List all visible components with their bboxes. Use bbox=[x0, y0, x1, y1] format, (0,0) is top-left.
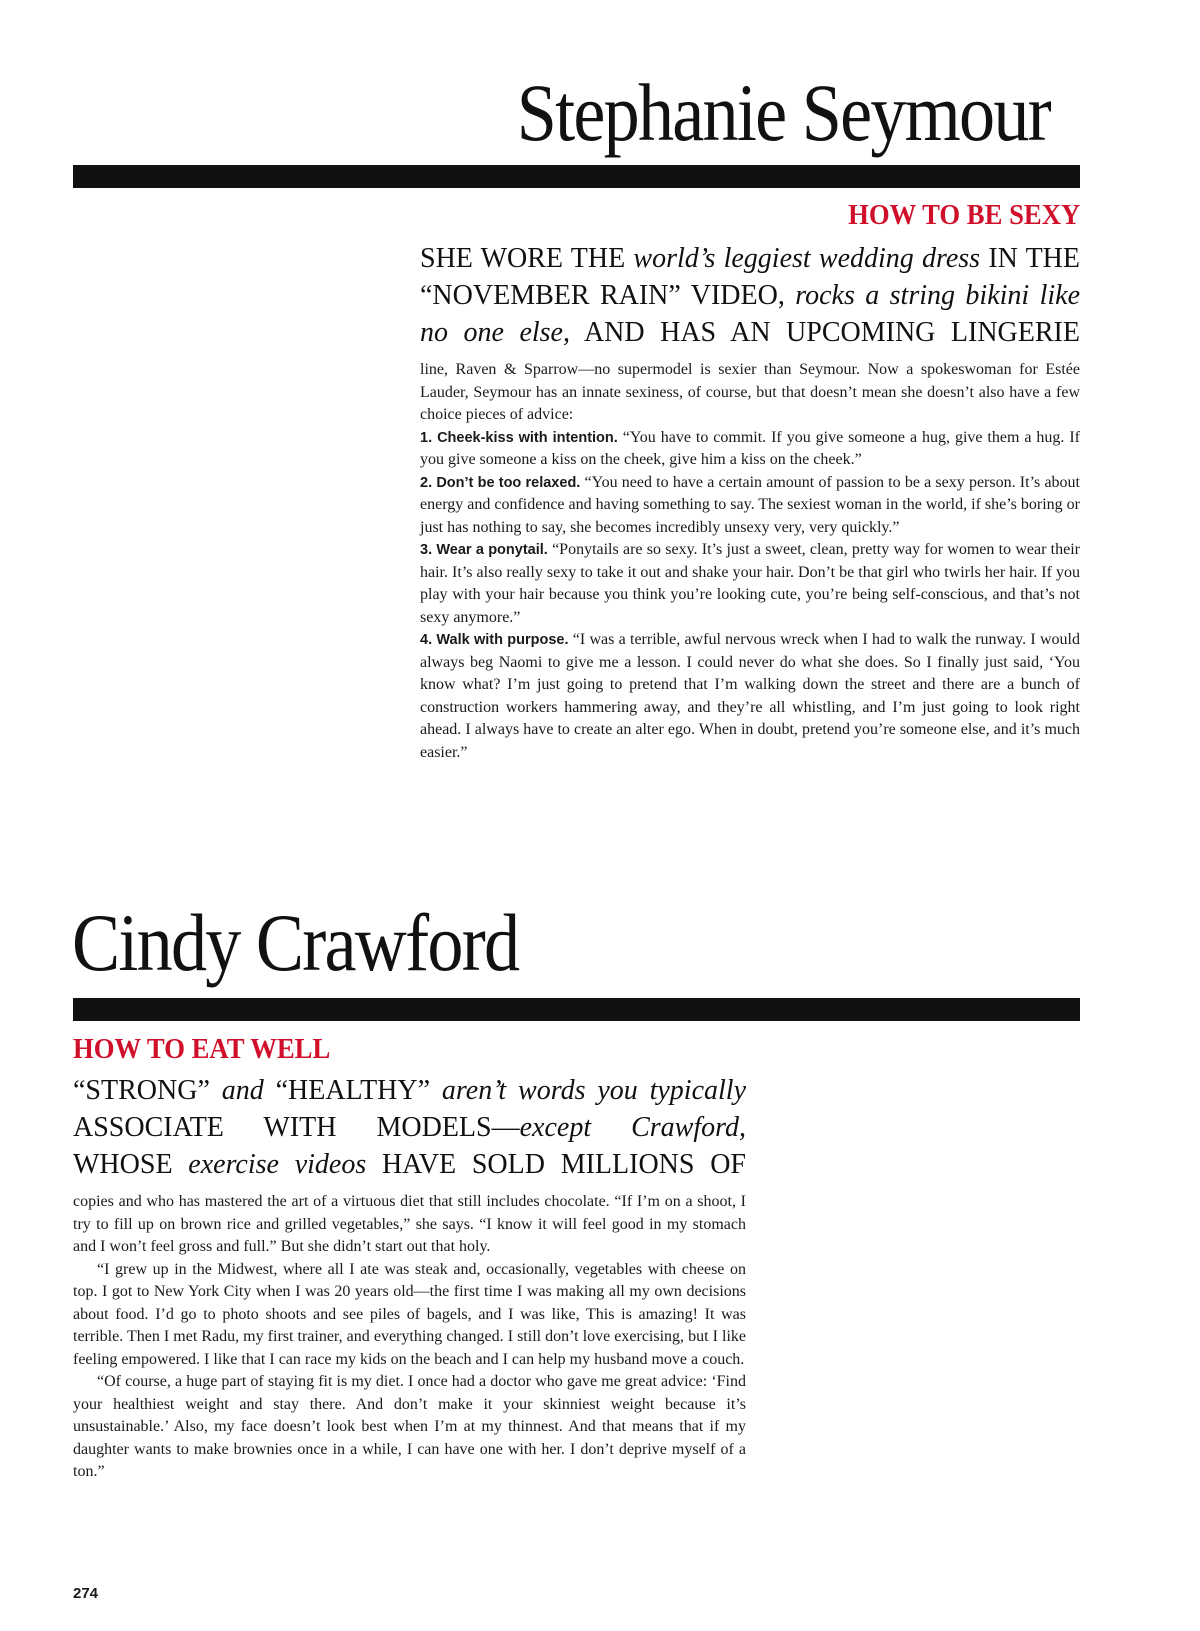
dek-segment: SHE WORE THE bbox=[420, 243, 634, 274]
dek-segment: “STRONG” bbox=[73, 1075, 222, 1106]
seymour-dek bbox=[420, 240, 1080, 351]
dek-segment: except Crawford, bbox=[519, 1112, 746, 1143]
dek-segment: HAVE SOLD MILLIONS OF bbox=[366, 1149, 746, 1180]
seymour-headline: Stephanie Seymour bbox=[516, 67, 1050, 158]
dek-segment: and bbox=[221, 1075, 264, 1106]
seymour-rule bbox=[73, 165, 1080, 188]
crawford-headline: Cindy Crawford bbox=[72, 897, 519, 988]
seymour-body bbox=[420, 359, 1080, 764]
tip-label: 4. Walk with purpose. bbox=[420, 632, 569, 648]
dek-segment: rocks a string bikini like no one else, bbox=[420, 280, 1081, 348]
tip-text: “You need to have a certain amount of passion to be a sexy person. It’s about energy and confidence and having something to say. The sexiest woman in the world, if she’s boring or just has nothing to say, she becomes incredibly unsexy very, very quickly.” bbox=[420, 473, 1080, 536]
crawford-paragraph: “Of course, a huge part of staying fit is my diet. I once had a doctor who gave me great advice: ‘Find your healthiest weight and stay there. And don’t make it your skinniest weight because it’s unsustainable.’ Also, my face doesn’t look best when I’m at my thinnest. And that means that if my daughter wants to make brownies once in a while, I can have one with her. I don’t deprive myself of a ton.” bbox=[73, 1373, 746, 1480]
seymour-tip bbox=[420, 539, 1080, 629]
crawford-paragraph: copies and who has mastered the art of a virtuous diet that still includes chocolate. “If I’m on a shoot, I try to fill up on brown rice and grilled vegetables,” she says. “I know it will feel good in my stomach and I won’t feel gross and full.” But she didn’t start out that holy. bbox=[73, 1193, 746, 1255]
seymour-tip bbox=[420, 629, 1080, 764]
crawford-body bbox=[73, 1191, 746, 1484]
crawford-dek bbox=[73, 1072, 746, 1183]
crawford-kicker: HOW TO EAT WELL bbox=[73, 1033, 331, 1065]
tip-text: “I was a terrible, awful nervous wreck when I had to walk the runway. I would always beg Naomi to give me a lesson. I could never do what she does. So I finally just said, ‘You know what? I’m just going to pretend that I’m walking down the street and there are a bunch of construction workers hammering away, and they’re all whistling, and I’m just going to look right ahead. I always have to create an alter ego. When in doubt, pretend you’re someone else, and it’s much easier.” bbox=[420, 631, 1080, 761]
tip-text: “You have to commit. If you give someone a hug, give them a hug. If you give someone a kiss on the cheek, give him a kiss on the cheek.” bbox=[420, 428, 1081, 468]
dek-segment: IN THE “NOVEMBER RAIN” VIDEO, bbox=[420, 243, 1081, 311]
dek-segment: AND HAS AN UPCOMING LINGERIE bbox=[569, 317, 1080, 348]
dek-segment: WHOSE bbox=[73, 1149, 189, 1180]
dek-segment: aren’t words you typically bbox=[441, 1075, 746, 1106]
seymour-tip bbox=[420, 427, 1080, 472]
tip-text: “Ponytails are so sexy. It’s just a sweet, clean, pretty way for women to wear their hair. It’s also really sexy to take it out and shake your hair. Don’t be that girl who twirls her hair. If you play with your hair because you think you’re looking cute, you’re being self-conscious, and that’s not sexy anymore.” bbox=[420, 541, 1080, 626]
seymour-intro: line, Raven & Sparrow—no supermodel is sexier than Seymour. Now a spokeswoman for Estée Lauder, Seymour has an innate sexiness, of course, but that doesn’t mean she doesn’t also have a few choice pieces of advice: bbox=[420, 361, 1080, 423]
tip-label: 3. Wear a ponytail. bbox=[420, 542, 548, 558]
tip-label: 2. Don’t be too relaxed. bbox=[420, 474, 581, 491]
dek-segment: ASSOCIATE WITH MODELS— bbox=[73, 1112, 520, 1143]
page-number: 274 bbox=[73, 1585, 99, 1602]
dek-segment: exercise videos bbox=[188, 1149, 367, 1180]
crawford-paragraph: “I grew up in the Midwest, where all I ate was steak and, occasionally, vegetables with cheese on top. I got to New York City when I was 20 years old—the first time I was making all my own decisions about food. I’d go to photo shoots and see piles of bagels, and I was like, This is amazing! It was terrible. Then I met Radu, my first trainer, and everything changed. I still don’t love exercising, but I like feeling empowered. I like that I can race my kids on the beach and I can help my husband move a couch. bbox=[73, 1260, 746, 1368]
seymour-tip bbox=[420, 472, 1080, 540]
dek-segment: “HEALTHY” bbox=[263, 1075, 442, 1106]
crawford-rule bbox=[73, 998, 1080, 1021]
tip-label: 1. Cheek-kiss with intention. bbox=[420, 429, 618, 446]
dek-segment: world’s leggiest wedding dress bbox=[633, 243, 981, 274]
seymour-kicker: HOW TO BE SEXY bbox=[847, 199, 1080, 231]
